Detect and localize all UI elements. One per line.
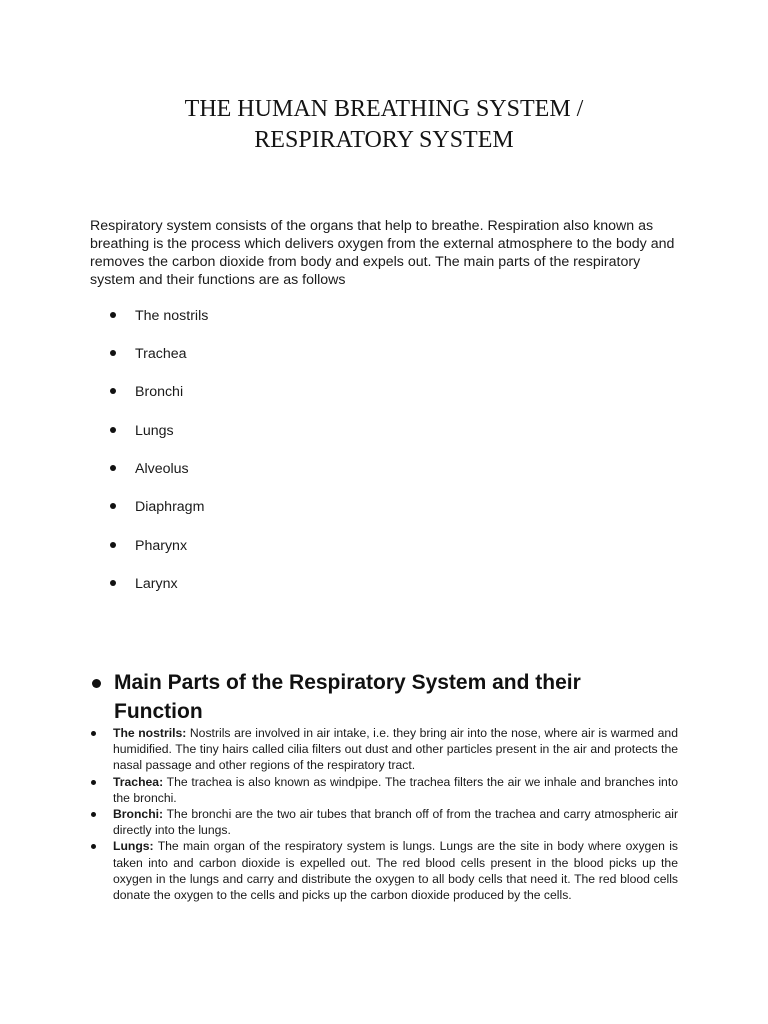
bullet-icon xyxy=(110,312,116,318)
bullet-icon xyxy=(91,731,96,736)
list-item-label: Alveolus xyxy=(135,461,189,477)
function-item-nostrils xyxy=(90,725,678,774)
section-heading-text: Main Parts of the Respiratory System and their Function xyxy=(114,671,581,723)
list-item-label: The nostrils xyxy=(135,308,209,324)
function-item-trachea xyxy=(90,774,678,806)
list-item-label: Lungs xyxy=(135,423,174,439)
page-title xyxy=(0,94,768,156)
list-item xyxy=(0,382,768,402)
bullet-icon xyxy=(91,812,96,817)
bullet-icon xyxy=(91,780,96,785)
list-item xyxy=(0,344,768,364)
function-description: Nostrils are involved in air intake, i.e. they bring air into the nose, where air is warmed and humidified. The tiny hairs called cilia filters out dust and other particles present in the air and protects the nasal passage and other regions of the respiratory tract. xyxy=(113,726,678,773)
title-line-2: RESPIRATORY SYSTEM xyxy=(254,127,514,153)
function-term: Bronchi: xyxy=(113,807,164,822)
bullet-icon xyxy=(110,503,116,509)
function-description: The trachea is also known as windpipe. The trachea filters the air we inhale and branches into the bronchi. xyxy=(113,774,678,805)
bullet-icon xyxy=(110,388,116,394)
list-item xyxy=(0,421,768,441)
bullet-icon xyxy=(110,350,116,356)
functions-list xyxy=(90,725,678,903)
bullet-icon xyxy=(92,679,101,688)
list-item-label: Bronchi xyxy=(135,384,184,400)
bullet-icon xyxy=(110,580,116,586)
function-description: The bronchi are the two air tubes that branch off of from the trachea and carry atmospheric air directly into the lungs. xyxy=(113,807,678,838)
function-term: Trachea: xyxy=(113,774,164,789)
list-item xyxy=(0,306,768,326)
list-item-label: Trachea xyxy=(135,346,187,362)
function-term: Lungs: xyxy=(113,839,154,854)
list-item xyxy=(0,459,768,479)
function-term: The nostrils: xyxy=(113,726,187,740)
function-item-lungs xyxy=(90,838,678,903)
list-item xyxy=(0,536,768,556)
list-item xyxy=(0,497,768,517)
bullet-icon xyxy=(110,465,116,471)
intro-paragraph: Respiratory system consists of the organs that help to breathe. Respiration also known as breathing is the process which delivers oxygen from the external atmosphere to the body and removes the carbon dioxide from body and expels out. The main parts of the respiratory system and their functions are as follows xyxy=(90,218,675,288)
list-item-label: Larynx xyxy=(135,576,178,592)
bullet-icon xyxy=(110,427,116,433)
list-item-label: Pharynx xyxy=(135,538,188,554)
title-line-1: THE HUMAN BREATHING SYSTEM / xyxy=(184,96,584,122)
function-item-bronchi xyxy=(90,806,678,838)
bullet-icon xyxy=(91,844,96,849)
list-item-label: Diaphragm xyxy=(135,499,205,515)
function-description: The main organ of the respiratory system is lungs. Lungs are the site in body where oxygen is taken into and carbon dioxide is expelled out. The red blood cells present in the blood picks up the oxygen in the lungs and carry and distribute the oxygen to all body cells that need it. The red blood cells donate the oxygen to the cells and picks up the carbon dioxide produced by the cells. xyxy=(113,839,678,903)
bullet-icon xyxy=(110,542,116,548)
list-item xyxy=(0,574,768,594)
